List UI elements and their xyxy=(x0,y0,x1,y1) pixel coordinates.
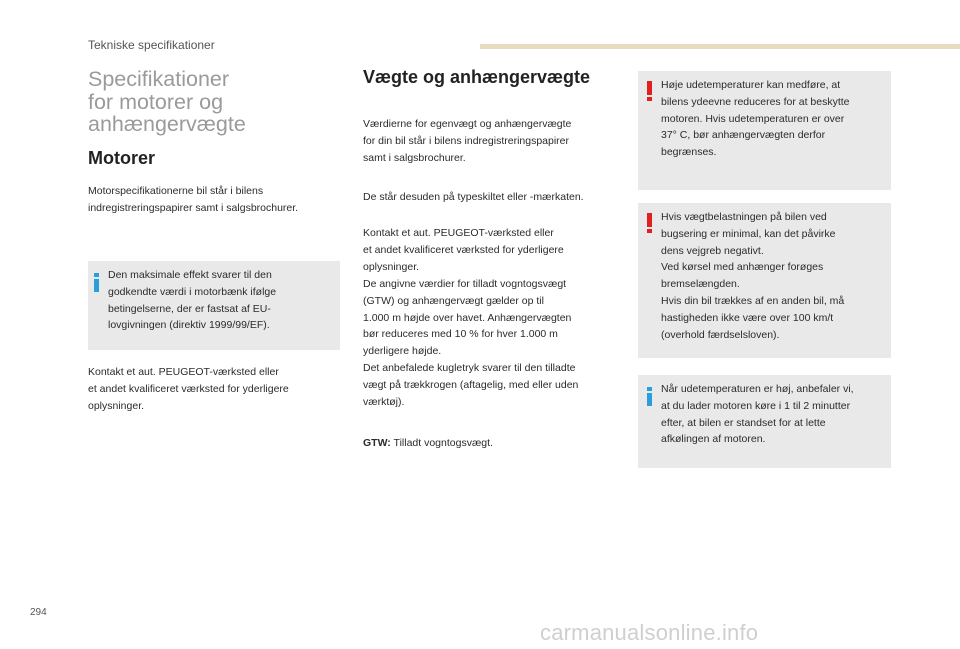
text-line: Det anbefalede kugletryk svarer til den tilladte xyxy=(363,361,576,374)
info-icon xyxy=(647,387,653,405)
motorer-intro xyxy=(88,183,298,217)
page-number: 294 xyxy=(30,607,47,618)
text-line: godkendte værdi i motorbænk ifølge xyxy=(108,285,277,298)
text-line: Motorspecifikationerne bil står i bilens xyxy=(88,185,264,197)
text-line: Kontakt et aut. PEUGEOT-værksted eller xyxy=(88,366,279,378)
text-line: Ved kørsel med anhænger forøges xyxy=(661,261,824,274)
text-line: samt i salgsbrochurer. xyxy=(363,151,466,164)
text-line: et andet kvalificeret værksted for yderligere xyxy=(88,382,289,395)
text-line: Værdierne for egenvægt og anhængervægte xyxy=(363,118,572,130)
text-line: De står desuden på typeskiltet eller -mærkaten. xyxy=(363,191,584,203)
gtw-definition xyxy=(363,435,493,452)
text-line: 1.000 m højde over havet. Anhængervægten xyxy=(363,311,572,324)
weights-para-4 xyxy=(363,276,578,410)
warning-icon xyxy=(647,213,653,233)
text-line: Høje udetemperaturer kan medføre, at xyxy=(661,79,841,91)
text-line: De angivne værdier for tilladt vogntogsvægt xyxy=(363,278,567,290)
text-line: oplysninger. xyxy=(88,399,145,412)
text-line: vægt på trækkrogen (aftagelig, med eller uden xyxy=(363,378,579,391)
text-line: værktøj). xyxy=(363,395,405,408)
section-heading-weights: Vægte og anhængervægte xyxy=(363,67,591,87)
warning-box-temperature xyxy=(638,71,891,190)
text-line: Den maksimale effekt svarer til den xyxy=(108,269,272,281)
info-box-effect xyxy=(88,261,340,350)
page-title xyxy=(88,68,338,136)
page-title-line: anhængervægte xyxy=(88,112,246,136)
text-line: for din bil står i bilens indregistreringspapirer xyxy=(363,134,570,147)
text-line: Hvis din bil trækkes af en anden bil, må xyxy=(661,294,845,307)
text-line: et andet kvalificeret værksted for yderligere xyxy=(363,243,564,256)
page-title-line: for motorer og xyxy=(88,89,224,114)
header-accent-bar xyxy=(480,44,960,49)
motorer-contact xyxy=(88,364,289,414)
text-line: 37° C, bør anhængervægten derfor xyxy=(661,129,826,142)
warning-icon xyxy=(647,81,653,101)
text-line: hastigheden ikke være over 100 km/t xyxy=(661,311,834,324)
watermark: carmanualsonline.info xyxy=(540,620,759,645)
text-line: (GTW) og anhængervægt gælder op til xyxy=(363,294,544,307)
text-line: at du lader motoren køre i 1 til 2 minutter xyxy=(661,399,851,412)
text-line: yderligere højde. xyxy=(363,345,442,358)
text-line: dens vejgreb negativt. xyxy=(661,244,764,257)
text-line: (overhold færdselsloven). xyxy=(661,328,780,341)
text-line: motoren. Hvis udetemperaturen er over xyxy=(661,112,845,125)
info-icon xyxy=(94,273,100,291)
text-line: begrænses. xyxy=(661,146,717,159)
info-box-text xyxy=(661,381,854,448)
section-heading-motorer: Motorer xyxy=(88,148,155,168)
text-line: bugsering er minimal, kan det påvirke xyxy=(661,227,836,240)
text-line: bilens ydeevne reduceres for at beskytte xyxy=(661,95,850,108)
info-box-cooling xyxy=(638,375,891,468)
text-line: efter, at bilen er standset for at lette xyxy=(661,416,826,429)
warning-box-towing xyxy=(638,203,891,358)
weights-para-3 xyxy=(363,225,564,275)
text-line: Når udetemperaturen er høj, anbefaler vi, xyxy=(661,383,854,395)
text-line: Hvis vægtbelastningen på bilen ved xyxy=(661,211,827,223)
text-line: betingelserne, der er fastsat af EU- xyxy=(108,302,271,315)
section-label: Tekniske specifikationer xyxy=(88,38,215,52)
page-title-line: Specifikationer xyxy=(88,67,230,91)
text-line: indregistreringspapirer samt i salgsbrochurer. xyxy=(88,201,299,214)
text-line: Kontakt et aut. PEUGEOT-værksted eller xyxy=(363,227,554,239)
text-line: bør reduceres med 10 % for hver 1.000 m xyxy=(363,328,558,341)
weights-para-2 xyxy=(363,189,584,206)
text-line: afkølingen af motoren. xyxy=(661,433,766,446)
weights-para-1 xyxy=(363,116,571,166)
gtw-term: GTW: xyxy=(363,437,391,449)
warning-box-text xyxy=(661,77,850,161)
text-line: lovgivningen (direktiv 1999/99/EF). xyxy=(108,319,270,332)
text-line: bremselængden. xyxy=(661,278,740,291)
warning-box-text xyxy=(661,209,844,343)
info-box-text xyxy=(108,267,276,334)
gtw-description: Tilladt vogntogsvægt. xyxy=(390,437,493,449)
text-line: oplysninger. xyxy=(363,260,420,273)
